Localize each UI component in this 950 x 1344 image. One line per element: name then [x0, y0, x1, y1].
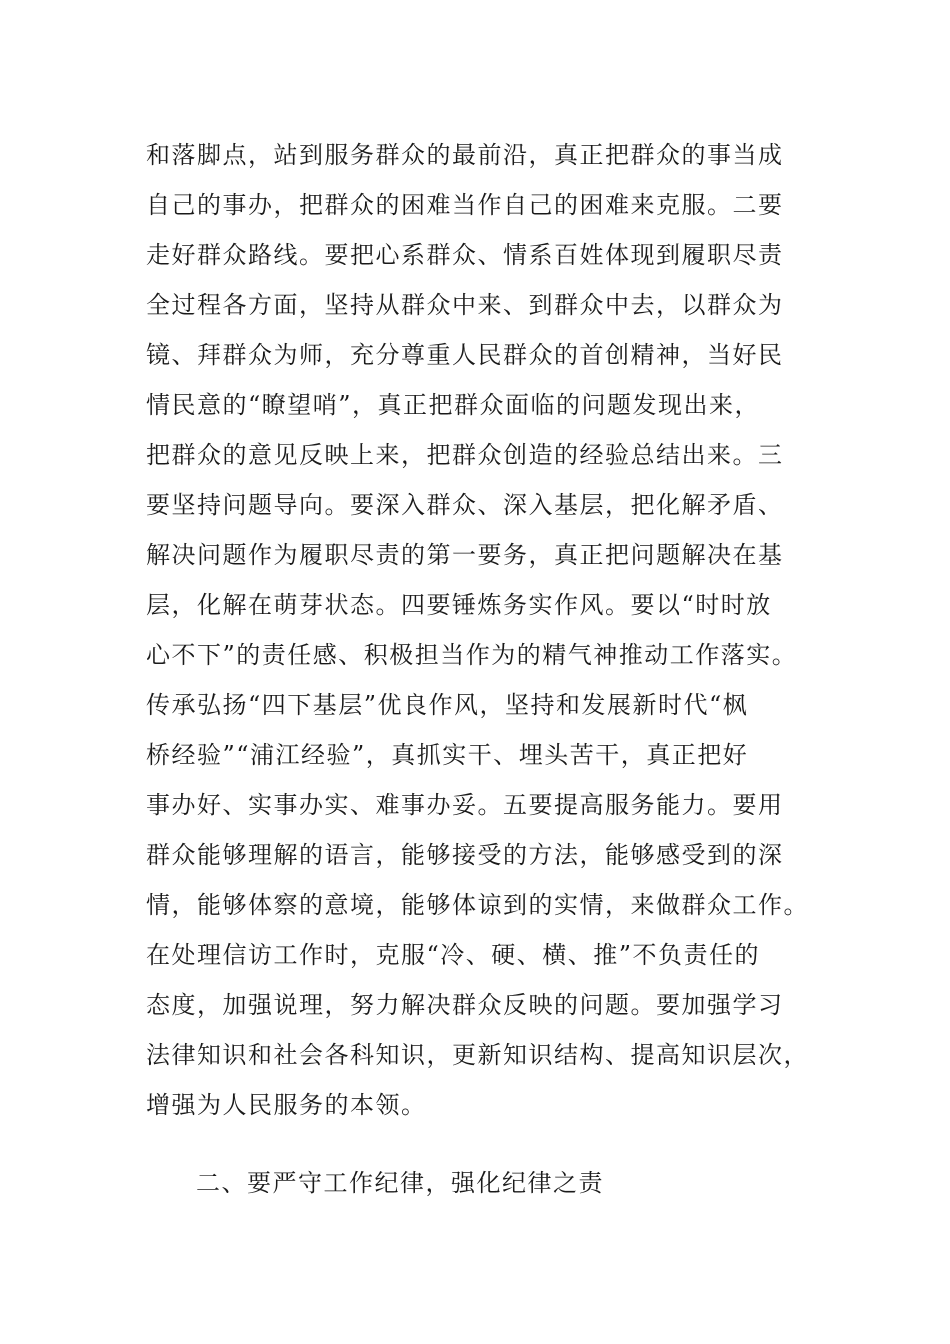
paragraph-line: 群众能够理解的语言，能够接受的方法，能够感受到的深 [146, 841, 784, 869]
paragraph-line: 心不下”的责任感、积极担当作为的精气神推动工作落实。 [146, 641, 798, 669]
paragraph-line: 法律知识和社会各科知识，更新知识结构、提高知识层次， [146, 1041, 809, 1069]
body-paragraph [146, 130, 809, 1130]
paragraph-line: 自己的事办，把群众的困难当作自己的困难来克服。二要 [146, 191, 784, 219]
paragraph-line: 在处理信访工作时，克服“冷、硬、横、推”不负责任的 [146, 941, 761, 969]
paragraph-line: 事办好、实事办实、难事办妥。五要提高服务能力。要用 [146, 791, 784, 819]
paragraph-line: 把群众的意见反映上来，把群众创造的经验总结出来。三 [146, 441, 784, 469]
paragraph-line: 传承弘扬“四下基层”优良作风，坚持和发展新时代“枫 [146, 691, 749, 719]
paragraph-line: 情，能够体察的意境，能够体谅到的实情，来做群众工作。 [146, 891, 809, 919]
section-heading: 二、要严守工作纪律，强化纪律之责 [196, 1169, 604, 1197]
paragraph-line: 情民意的“瞭望哨”，真正把群众面临的问题发现出来， [146, 391, 761, 419]
paragraph-line: 层，化解在萌芽状态。四要锤炼务实作风。要以“时时放 [146, 591, 772, 619]
paragraph-line: 和落脚点，站到服务群众的最前沿，真正把群众的事当成 [146, 141, 784, 169]
paragraph-line: 走好群众路线。要把心系群众、情系百姓体现到履职尽责 [146, 241, 784, 269]
paragraph-line: 全过程各方面，坚持从群众中来、到群众中去，以群众为 [146, 291, 784, 319]
paragraph-line: 增强为人民服务的本领。 [146, 1091, 427, 1119]
paragraph-line: 镜、拜群众为师，充分尊重人民群众的首创精神，当好民 [146, 341, 784, 369]
paragraph-line: 态度，加强说理，努力解决群众反映的问题。要加强学习 [146, 991, 784, 1019]
paragraph-line: 桥经验”“浦江经验”，真抓实干、埋头苦干，真正把好 [146, 741, 749, 769]
paragraph-line: 解决问题作为履职尽责的第一要务，真正把问题解决在基 [146, 541, 784, 569]
paragraph-line: 要坚持问题导向。要深入群众、深入基层，把化解矛盾、 [146, 491, 784, 519]
